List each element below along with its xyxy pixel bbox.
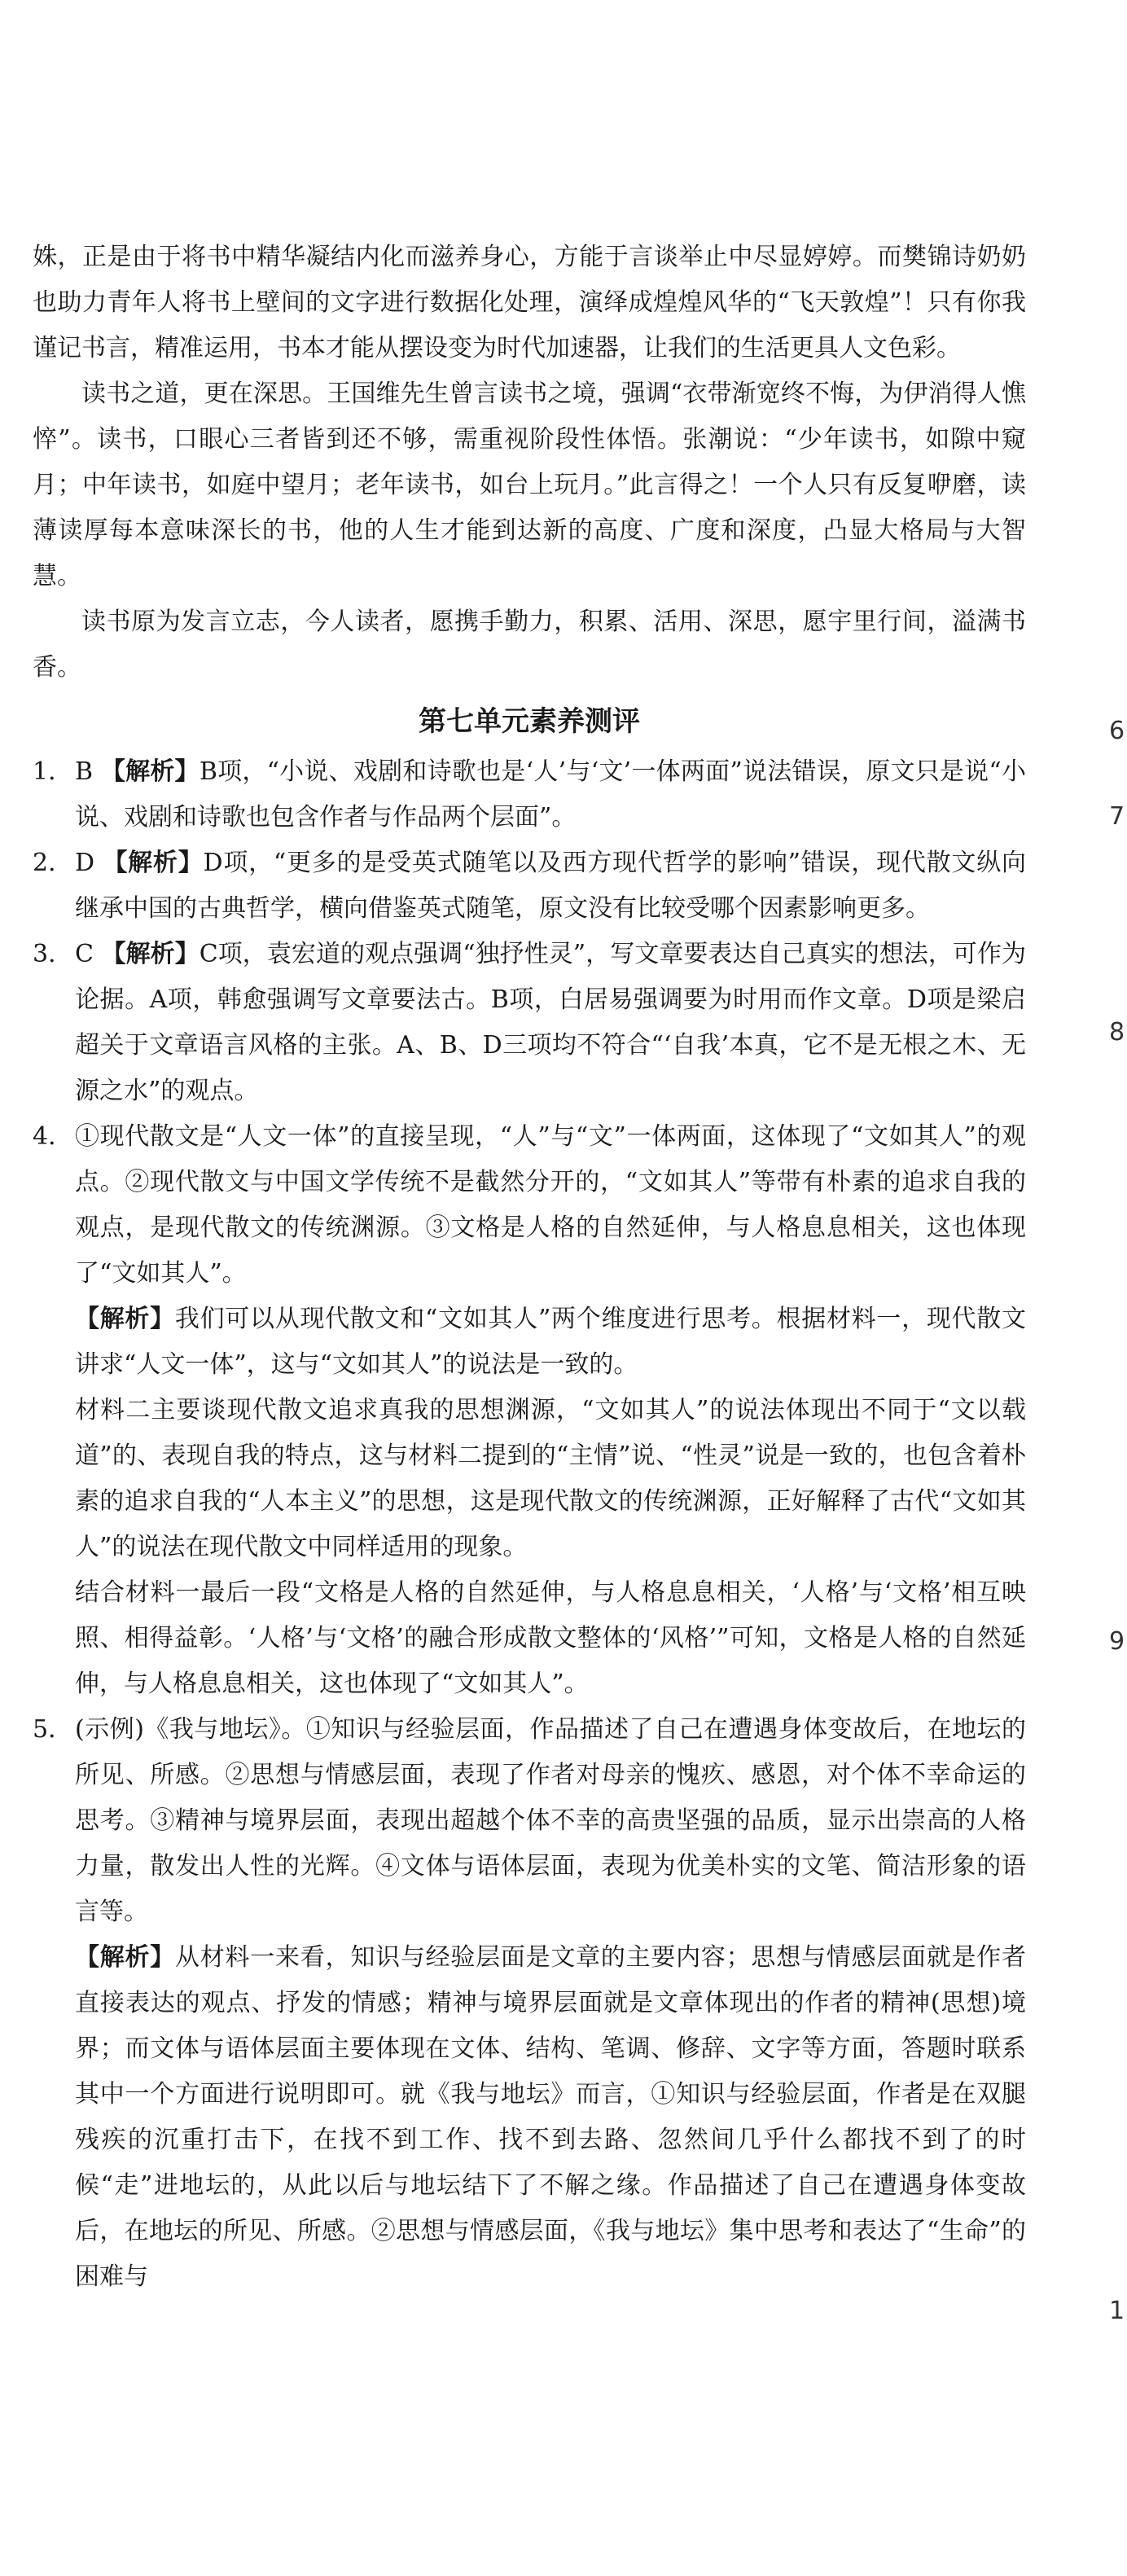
answer-item [33, 932, 1026, 1114]
answer-text: 我们可以从现代散文和“文如其人”两个维度进行思考。根据材料一，现代散文讲求“人文一体”，这与“文如其人”的说法是一致的。 [75, 1305, 1026, 1379]
answer-paragraph [75, 1388, 1026, 1570]
answer-text: 材料二主要谈现代散文追求真我的思想渊源，“文如其人”的说法体现出不同于“文以载道”的、表现自我的特点，这与材料二提到的“主情”说、“性灵”说是一致的，也包含着朴素的追求自我的“人本主义”的思想，这是现代散文的传统渊源，正好解释了古代“文如其人”的说法在现代散文中同样适用的现象。 [75, 1396, 1026, 1561]
intro-paragraph-2: 读书之道，更在深思。王国维先生曾言读书之境，强调“衣带渐宽终不悔，为伊消得人憔悴”。读书，口眼心三者皆到还不够，需重视阶段性体悟。张潮说：“少年读书，如隙中窥月；中年读书，如庭中望月；老年读书，如台上玩月。”此言得之！一个人只有反复咿磨，读薄读厚每本意味深长的书，他的人生才能到达新的高度、广度和深度，凸显大格局与大智慧。 [33, 380, 1026, 590]
answer-choice: B [75, 757, 101, 786]
answer-choice: D [75, 849, 103, 877]
answer-number: 4． [33, 1122, 73, 1151]
analysis-tag: 【解析】 [103, 849, 204, 877]
answer-item [33, 1114, 1026, 1707]
intro-paragraph-1: 姝，正是由于将书中精华凝结内化而滋养身心，方能于言谈举止中尽显婷婷。而樊锦诗奶奶也助力青年人将书上壁间的文字进行数据化处理，演绎成煌煌风华的“飞天敦煌”！只有你我谨记书言，精准运用，书本才能从摆设变为时代加速器，让我们的生活更具人文色彩。 [33, 243, 1026, 362]
analysis-tag: 【解析】 [75, 1943, 176, 1972]
answer-item [33, 749, 1026, 840]
answer-paragraph [75, 840, 1026, 932]
edge-mark-4: 9 [1109, 1627, 1125, 1656]
answer-paragraph [75, 1297, 1026, 1388]
answer-text: ①现代散文是“人文一体”的直接呈现，“人”与“文”一体两面，这体现了“文如其人”的观点。②现代散文与中国文学传统不是截然分开的，“文如其人”等带有朴素的追求自我的观点，是现代散文的传统渊源。③文格是人格的自然延伸，与人格息息相关，这也体现了“文如其人”。 [75, 1122, 1026, 1288]
section-title: 第七单元素养测评 [419, 705, 640, 738]
answer-number: 2． [33, 849, 73, 877]
edge-mark-1: 6 [1109, 717, 1125, 745]
answer-paragraph [75, 1935, 1026, 2300]
analysis-tag: 【解析】 [101, 940, 200, 968]
analysis-tag: 【解析】 [75, 1305, 175, 1333]
answer-text: (示例)《我与地坛》。①知识与经验层面，作品描述了自己在遭遇身体变故后，在地坛的所见、所感。②思想与情感层面，表现了作者对母亲的愧疚、感恩，对个体不幸命运的思考。③精神与境界层面，表现出超越个体不幸的高贵坚强的品质，显示出崇高的人格力量，散发出人性的光辉。④文体与语体层面，表现为优美朴实的文笔、简洁形象的语言等。 [75, 1715, 1026, 1926]
answer-paragraph [75, 1570, 1026, 1707]
answer-paragraph [75, 1707, 1026, 1935]
answer-paragraph [75, 1114, 1026, 1297]
analysis-tag: 【解析】 [100, 757, 200, 786]
answer-number: 5． [33, 1715, 73, 1744]
page-body [33, 235, 1026, 2300]
answer-choice: C [75, 940, 102, 968]
answer-text: 从材料一来看，知识与经验层面是文章的主要内容；思想与情感层面就是作者直接表达的观点、抒发的情感；精神与境界层面就是文章体现出的作者的精神(思想)境界；而文体与语体层面主要体现在文体、结构、笔调、修辞、文字等方面，答题时联系其中一个方面进行说明即可。就《我与地坛》而言，①知识与经验层面，作者是在双腿残疾的沉重打击下，在找不到工作、找不到去路、忽然间几乎什么都找不到了的时候“走”进地坛的，从此以后与地坛结下了不解之缘。作品描述了自己在遭遇身体变故后，在地坛的所见、所感。②思想与情感层面，《我与地坛》集中思考和表达了“生命”的困难与 [75, 1943, 1027, 2291]
answer-paragraph [75, 749, 1026, 840]
edge-mark-2: 7 [1109, 802, 1125, 831]
edge-mark-3: 8 [1109, 1018, 1125, 1047]
answer-text: 结合材料一最后一段“文格是人格的自然延伸，与人格息息相关，‘人格’与‘文格’相互映照、相得益彰。‘人格’与‘文格’的融合形成散文整体的‘风格’”可知，文格是人格的自然延伸，与人格息息相关，这也体现了“文如其人”。 [75, 1578, 1026, 1698]
answer-text: B项，“小说、戏剧和诗歌也是‘人’与‘文’一体两面”说法错误，原文只是说“小说、戏剧和诗歌也包含作者与作品两个层面”。 [75, 757, 1027, 832]
answer-paragraph [75, 932, 1026, 1114]
answer-text: D项，“更多的是受英式随笔以及西方现代哲学的影响”错误，现代散文纵向继承中国的古典哲学，横向借鉴英式随笔，原文没有比较受哪个因素影响更多。 [75, 849, 1026, 923]
answer-text: C项，袁宏道的观点强调“独抒性灵”，写文章要表达自己真实的想法，可作为论据。A项，韩愈强调写文章要法古。B项，白居易强调要为时用而作文章。D项是梁启超关于文章语言风格的主张。A、B、D三项均不符合“‘自我’本真，它不是无根之木、无源之水”的观点。 [75, 940, 1026, 1105]
edge-mark-5: 1 [1109, 2297, 1125, 2325]
answer-item [33, 840, 1026, 932]
answer-number: 3． [33, 940, 73, 968]
answer-number: 1． [33, 757, 73, 786]
answer-item [33, 1707, 1026, 2300]
intro-paragraph-3: 读书原为发言立志，今人读者，愿携手勤力，积累、活用、深思，愿宇里行间，溢满书香。 [33, 608, 1026, 682]
answer-list [33, 749, 1026, 2300]
